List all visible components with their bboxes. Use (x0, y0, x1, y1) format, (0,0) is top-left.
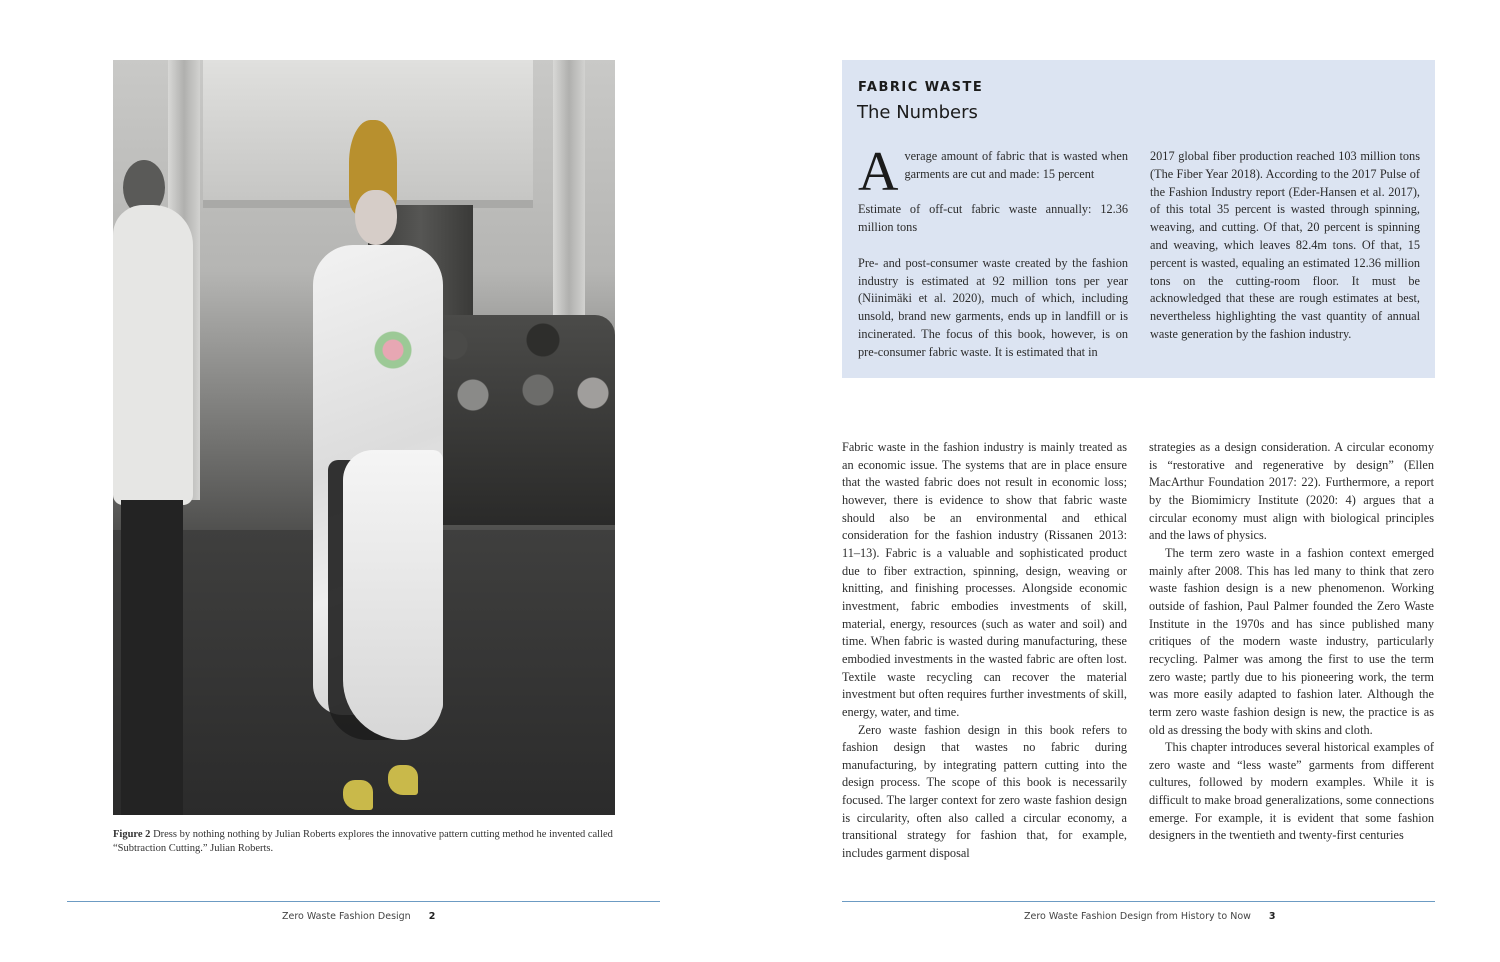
runway-photo (113, 60, 615, 815)
footer (1024, 911, 1276, 922)
fabric-waste-sidebar (842, 60, 1435, 378)
gold-shoe (343, 780, 373, 810)
body-paragraph: Fabric waste in the fashion industry is mainly treated as an economic issue. The systems that are in place ensure that the wasted fabric does not result in economic loss; however, there is evidence to show that fabric waste should also be an environmental and ethical consideration for the fashion industry (Rissanen 2013: 11–13). Fabric is a valuable and sophisticated product due to fiber extraction, spinning, design, weaving or knitting, and finishing processes. Alongside economic investment, fabric embodies investments of skill, material, energy, resources (such as water and soil) and time. When fabric is wasted during manufacturing, these embodied investments in the wasted fabric are often lost. Textile waste recycling can recover the material investment but often requires further investments of skill, energy, water, and time. (842, 440, 1127, 719)
footer-title: Zero Waste Fashion Design from History to Now (1024, 911, 1251, 922)
photo-female-model (303, 120, 453, 810)
right-page (750, 0, 1500, 962)
figure-caption (113, 828, 613, 856)
sidebar-paragraph: Estimate of off-cut fabric waste annually: 12.36 million tons (858, 202, 1128, 235)
body-paragraph: This chapter introduces several historical examples of zero waste and “less waste” garments from different cultures, followed by modern examples. While it is difficult to make broad generalizations, some connections emerge. For example, it is evident that some fashion designers in the twentieth and twenty-first centuries (1149, 740, 1434, 843)
photo-male-model (113, 160, 198, 815)
gold-shoe (388, 765, 418, 795)
sidebar-kicker: FABRIC WASTE (858, 80, 984, 95)
sidebar-paragraph: 2017 global fiber production reached 103 million tons (The Fiber Year 2018). According to the 2017 Pulse of the Fashion Industry report (Eder-Hansen et al. 2017), of this total 35 percent is wasted through spinning, weaving, and cutting. Of that, 20 percent is spinning and weaving, which leaves 82.4m tons. Of that, 15 percent is wasted, equaling an estimated 12.36 million tons on the cutting-room floor. It must be acknowledged that these are rough estimates at best, nevertheless highlighting the vast quantity of annual waste generation by the fashion industry. (1150, 149, 1420, 341)
sidebar-column-1 (858, 141, 1128, 362)
figure-label: Figure 2 (113, 829, 151, 840)
sidebar-paragraph: Pre- and post-consumer waste created by the fashion industry is estimated at 92 million tons per year (Niinimäki et al. 2020), much of which, including unsold, brand new garments, ends up in landfill or is incinerated. The focus of this book, however, is on pre-consumer fabric waste. It is estimated that in (858, 255, 1128, 359)
dress-flower-embroidery (373, 305, 413, 395)
footer-title: Zero Waste Fashion Design (282, 911, 411, 922)
body-paragraph: Zero waste fashion design in this book refers to fashion design that wastes no fabric during manufacturing, by integrating pattern cutting into the design process. The scope of this book is necessarily focused. The larger context for zero waste fashion design is circularity, often also called a circular economy, a transitional strategy for fashion that, for example, includes garment disposal (842, 722, 1127, 861)
page-number: 2 (428, 911, 436, 922)
body-column-1 (842, 439, 1127, 863)
walker-shirt (113, 205, 193, 505)
page-number: 3 (1268, 911, 1276, 922)
body-column-2 (1149, 439, 1434, 845)
model-face (355, 190, 397, 245)
footer-rule (67, 901, 660, 902)
footer (282, 911, 435, 922)
dress-white-drape (343, 450, 443, 740)
drop-cap: A (858, 141, 899, 203)
body-paragraph: The term zero waste in a fashion context emerged mainly after 2008. This has led many to think that zero waste fashion design is a new phenomenon. Working outside of fashion, Paul Palmer founded the Zero Waste Institute in the 1970s and has since published many critiques of the modern waste industry, particularly recycling. Palmer was among the first to use the term zero waste; partly due to his pioneering work, the term was more easily adapted to fashion later. Although the term zero waste fashion design is new, the practice is as old as dressing the body with skins and cloth. (1149, 545, 1434, 737)
footer-rule (842, 901, 1435, 902)
walker-legs (121, 500, 183, 815)
body-paragraph: strategies as a design consideration. A circular economy is “restorative and regenerative by design” (Ellen MacArthur Foundation 2017: 22). Furthermore, a report by the Biomimicry Institute (2020: 4) argues that a circular economy must align with biological principles and the laws of physics. (1149, 440, 1434, 543)
sidebar-column-2 (1150, 148, 1420, 344)
sidebar-paragraph: verage amount of fabric that is wasted when garments are cut and made: 15 percent (904, 149, 1128, 181)
figure-caption-text: Dress by nothing nothing by Julian Roberts explores the innovative pattern cutting method he invented called “Subtraction Cutting.” Julian Roberts. (113, 829, 613, 854)
sidebar-heading: The Numbers (857, 102, 978, 123)
